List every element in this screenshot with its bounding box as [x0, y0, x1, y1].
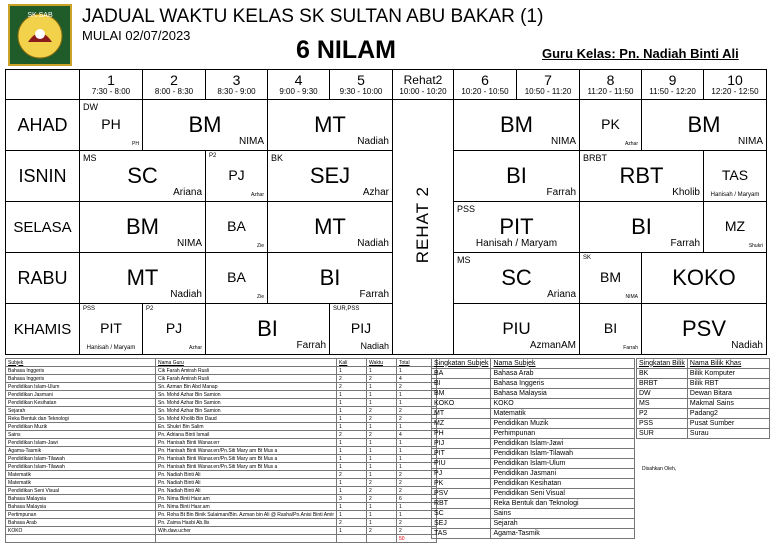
table-cell: Matematik — [491, 409, 635, 419]
period-header: 10 12:20 - 12:50 — [704, 70, 767, 100]
table-cell: 1 — [367, 503, 397, 511]
table-row — [6, 375, 437, 383]
table-cell: 1 — [367, 511, 397, 519]
lesson-cell: PSS PIT Hanisah / Maryam — [80, 304, 143, 355]
period-header: 2 8:00 - 8:30 — [143, 70, 206, 100]
table-cell: Pn. Hanisah Binti Wanar.err/Pn.Siti Mary am Bt Mus a — [156, 447, 337, 455]
table-cell: Pn. Hanisah Binti Wanar.err/Pn.Siti Mary am Bt Mus a — [156, 455, 337, 463]
lesson-cell: BI Farrah — [206, 304, 330, 355]
lesson-cell: PSV Nadiah — [642, 304, 767, 355]
table-row — [6, 439, 437, 447]
table-cell: 2 — [397, 487, 437, 495]
period-header: 8 11:20 - 11:50 — [580, 70, 642, 100]
table-cell: Pendidikan Islam-Tilawah — [6, 455, 156, 463]
table-row — [637, 369, 770, 379]
table-cell: Cik Farah Amirah Rusli — [156, 375, 337, 383]
day-row-isnin — [6, 151, 767, 202]
lesson-cell: P2 PJ Azhar — [143, 304, 206, 355]
table-cell: Agama-Tasmik — [491, 529, 635, 539]
table-cell: Pendidikan Islam-Ulum — [6, 383, 156, 391]
table-cell: Padang2 — [687, 409, 769, 419]
table-cell: SEJ — [432, 519, 491, 529]
lesson-cell: P2 PJ Azhar — [206, 151, 268, 202]
table-cell: Pusat Sumber — [687, 419, 769, 429]
table-cell: 1 — [337, 407, 367, 415]
table-cell: Sains — [6, 431, 156, 439]
table-row — [637, 419, 770, 429]
day-row-ahad — [6, 100, 767, 151]
lesson-cell: MS SC Ariana — [80, 151, 206, 202]
table-cell: 2 — [337, 471, 367, 479]
grand-total: 50 — [397, 535, 437, 543]
table-row — [432, 529, 635, 539]
table-cell: 1 — [337, 367, 367, 375]
table-cell: Pertimpunan — [6, 511, 156, 519]
table-row — [6, 391, 437, 399]
timetable-grid — [5, 69, 767, 355]
lesson-cell: DW PH PH — [80, 100, 143, 151]
table-row — [432, 489, 635, 499]
table-cell: MT — [432, 409, 491, 419]
table-header-row — [432, 359, 635, 369]
table-cell: Pn. Nima Binti Hasr.am — [156, 503, 337, 511]
table-cell: 2 — [367, 407, 397, 415]
table-row — [6, 495, 437, 503]
table-cell: Sn. Mohd Azhar Bin Samion — [156, 407, 337, 415]
lesson-cell: BI Farrah — [580, 202, 704, 253]
table-cell: Bahasa Inggeris — [6, 375, 156, 383]
table-row — [432, 519, 635, 529]
table-cell: TAS — [432, 529, 491, 539]
table-cell: 1 — [397, 423, 437, 431]
lesson-cell: BRBT RBT Kholib — [580, 151, 704, 202]
lesson-cell: MT Nadiah — [268, 100, 393, 151]
table-cell: PIU — [432, 459, 491, 469]
table-cell: 1 — [337, 527, 367, 535]
table-cell: 1 — [337, 511, 367, 519]
table-cell: 2 — [367, 487, 397, 495]
day-label: KHAMIS — [6, 304, 80, 355]
table-cell: Bahasa Arab — [491, 369, 635, 379]
table-cell: 2 — [367, 375, 397, 383]
table-cell: Sains — [491, 509, 635, 519]
table-cell: KOKO — [432, 399, 491, 409]
table-row — [637, 409, 770, 419]
lesson-cell: BI Farrah — [268, 253, 393, 304]
column-header: Nama Subjek — [491, 359, 635, 369]
table-cell: 1 — [337, 399, 367, 407]
table-row — [6, 367, 437, 375]
school-logo — [8, 4, 72, 66]
table-cell: Sn. Mohd Azhar Bin Samion — [156, 399, 337, 407]
table-cell: 1 — [337, 423, 367, 431]
table-row — [6, 455, 437, 463]
table-cell: PJ — [432, 469, 491, 479]
table-header-row — [637, 359, 770, 369]
lesson-cell: BA Zie — [206, 253, 268, 304]
table-row — [432, 419, 635, 429]
table-cell: Pn. Hanisah Binti Wanar.err — [156, 439, 337, 447]
day-label: ISNIN — [6, 151, 80, 202]
signature-label: Disahkan Oleh, — [642, 466, 677, 472]
table-row — [432, 399, 635, 409]
lesson-cell: SUR,PSS PIJ Nadiah — [330, 304, 393, 355]
table-cell: Sejarah — [491, 519, 635, 529]
table-cell: Wih.daw.ucher — [156, 527, 337, 535]
table-cell: Pendidikan Islam-Jawi — [6, 439, 156, 447]
table-cell — [337, 535, 367, 543]
column-header: Singkatan Bilik — [637, 359, 688, 369]
table-cell: RBT — [432, 499, 491, 509]
column-header: Nama Guru — [156, 359, 337, 367]
table-row — [6, 383, 437, 391]
table-cell: 1 — [337, 455, 367, 463]
period-header: 1 7:30 - 8:00 — [80, 70, 143, 100]
table-row — [6, 479, 437, 487]
table-header-row — [6, 359, 437, 367]
table-cell: 2 — [397, 479, 437, 487]
lesson-cell: PSS PIT Hanisah / Maryam — [454, 202, 580, 253]
table-cell: 2 — [367, 479, 397, 487]
table-row — [432, 509, 635, 519]
table-cell: SC — [432, 509, 491, 519]
period-header: 9 11:50 - 12:20 — [642, 70, 704, 100]
lesson-cell: BA Zie — [206, 202, 268, 253]
table-cell: PK — [432, 479, 491, 489]
period-header-row — [6, 70, 767, 100]
table-cell: 1 — [397, 455, 437, 463]
total-row — [6, 535, 437, 543]
table-cell: 1 — [367, 439, 397, 447]
lesson-cell: MT Nadiah — [80, 253, 206, 304]
column-header: Singkatan Subjek — [432, 359, 491, 369]
table-cell: 2 — [367, 495, 397, 503]
table-cell: 1 — [397, 463, 437, 471]
period-header: 6 10:20 - 10:50 — [454, 70, 517, 100]
class-teacher: Guru Kelas: Pn. Nadiah Binti Ali — [542, 46, 739, 61]
table-cell: 2 — [397, 407, 437, 415]
table-cell: Cik Farah Amirah Rusli — [156, 367, 337, 375]
table-cell — [6, 535, 156, 543]
table-cell: Pn. Adriana Binti Ismail — [156, 431, 337, 439]
table-cell: 2 — [397, 383, 437, 391]
table-cell: 1 — [367, 423, 397, 431]
table-cell: Pendidikan Muzik — [491, 419, 635, 429]
table-cell: 2 — [337, 375, 367, 383]
table-cell: Pn. Nadiah Binti Ali — [156, 487, 337, 495]
table-cell: Bahasa Malaysia — [491, 389, 635, 399]
table-row — [6, 527, 437, 535]
lesson-cell: MT Nadiah — [268, 202, 393, 253]
class-name: 6 NILAM — [296, 36, 396, 64]
lesson-cell: PIU AzmanAM — [454, 304, 580, 355]
day-label: SELASA — [6, 202, 80, 253]
period-header: 4 9:00 - 9:30 — [268, 70, 330, 100]
table-cell: DW — [637, 389, 688, 399]
table-row — [6, 415, 437, 423]
table-row — [432, 499, 635, 509]
table-cell: Sejarah — [6, 407, 156, 415]
table-cell: KOKO — [6, 527, 156, 535]
lesson-cell: MS SC Ariana — [454, 253, 580, 304]
table-cell: Bahasa Inggeris — [6, 367, 156, 375]
page-title: JADUAL WAKTU KELAS SK SULTAN ABU BAKAR (1) — [82, 6, 544, 27]
day-row-selasa — [6, 202, 767, 253]
table-row — [432, 389, 635, 399]
table-row — [6, 511, 437, 519]
table-cell: Sn. Mohd Azhar Bin Samion — [156, 391, 337, 399]
table-cell: Pendidikan Islam-Tilawah — [6, 463, 156, 471]
table-cell: 1 — [367, 471, 397, 479]
lesson-cell: PK Azhar — [580, 100, 642, 151]
table-cell: Pn. Roha Bt Bin Binik Sulaiman/Bin. Azman bin Ali @ Rasha/Pn.Anisi Binti Amir — [156, 511, 337, 519]
table-cell: 1 — [397, 447, 437, 455]
table-cell: BM — [432, 389, 491, 399]
table-cell: 3 — [337, 495, 367, 503]
table-cell: 2 — [367, 527, 397, 535]
lesson-cell: BM NIMA — [454, 100, 580, 151]
day-row-khamis — [6, 304, 767, 355]
table-row — [432, 449, 635, 459]
table-cell: Pendidikan Islam-Tilawah — [491, 449, 635, 459]
lesson-cell: SK BM NIMA — [580, 253, 642, 304]
table-cell: 2 — [367, 415, 397, 423]
subject-code-table — [431, 358, 635, 539]
day-label: AHAD — [6, 100, 80, 151]
table-cell: 2 — [397, 519, 437, 527]
table-cell: P2 — [637, 409, 688, 419]
lesson-cell: BM NIMA — [143, 100, 268, 151]
table-cell: 1 — [337, 479, 367, 487]
table-cell: Pn. Zaima Hasbi Ab.llis — [156, 519, 337, 527]
table-row — [6, 519, 437, 527]
table-cell: 2 — [337, 519, 367, 527]
lesson-cell: BI Farrah — [454, 151, 580, 202]
table-cell: PIT — [432, 449, 491, 459]
table-cell: Pendidikan Islam-Jawi — [491, 439, 635, 449]
lesson-cell: TAS Hanisah / Maryam — [704, 151, 767, 202]
table-row — [6, 463, 437, 471]
table-cell: BRBT — [637, 379, 688, 389]
lesson-cell: BK SEJ Azhar — [268, 151, 393, 202]
table-row — [6, 503, 437, 511]
column-header: Kali — [337, 359, 367, 367]
table-cell: Surau — [687, 429, 769, 439]
table-row — [432, 429, 635, 439]
lesson-cell: BM NIMA — [642, 100, 767, 151]
table-cell: 1 — [337, 487, 367, 495]
column-header: Total — [397, 359, 437, 367]
table-cell: MZ — [432, 419, 491, 429]
table-cell: 1 — [367, 399, 397, 407]
rehat-column: REHAT 2 — [393, 100, 454, 355]
table-cell: Pendidikan Seni Visual — [6, 487, 156, 495]
table-row — [637, 429, 770, 439]
table-cell: SUR — [637, 429, 688, 439]
table-cell: Pendidikan Jasmani — [491, 469, 635, 479]
table-cell: Bahasa Malaysia — [6, 503, 156, 511]
corner-cell — [6, 70, 80, 100]
table-cell: Matematik — [6, 479, 156, 487]
table-cell: 1 — [397, 439, 437, 447]
period-header: 5 9:30 - 10:00 — [330, 70, 393, 100]
table-cell: Pendidikan Muzik — [6, 423, 156, 431]
table-cell: Pendidikan Islam-Ulum — [491, 459, 635, 469]
table-row — [432, 479, 635, 489]
table-cell: 1 — [337, 439, 367, 447]
table-cell: 1 — [367, 463, 397, 471]
lesson-cell: BM NIMA — [80, 202, 206, 253]
table-cell: 2 — [337, 383, 367, 391]
table-row — [6, 487, 437, 495]
table-cell: 1 — [397, 399, 437, 407]
table-cell: Bahasa Arab — [6, 519, 156, 527]
table-cell: Matematik — [6, 471, 156, 479]
table-cell: Reka Bentuk dan Teknologi — [491, 499, 635, 509]
table-cell: Agama-Tasmik — [6, 447, 156, 455]
period-header: 3 8:30 - 9:00 — [206, 70, 268, 100]
period-header: Rehat2 10:00 - 10:20 — [393, 70, 454, 100]
table-row — [6, 399, 437, 407]
table-cell: Sn. Azman Bin Abd Manap — [156, 383, 337, 391]
table-row — [637, 399, 770, 409]
table-cell: BA — [432, 369, 491, 379]
table-cell: En. Shukri Bin Salim — [156, 423, 337, 431]
table-cell: Pn. Hanisah Binti Wanar.err/Pn.Siti Mary am Bt Mus a — [156, 463, 337, 471]
table-cell: 1 — [337, 503, 367, 511]
table-cell: PSV — [432, 489, 491, 499]
room-code-table — [636, 358, 770, 439]
table-cell: Bilik Komputer — [687, 369, 769, 379]
lesson-cell: BI Farrah — [580, 304, 642, 355]
table-row — [6, 447, 437, 455]
table-cell: 1 — [337, 415, 367, 423]
table-row — [432, 409, 635, 419]
table-row — [432, 369, 635, 379]
column-header: Waktu — [367, 359, 397, 367]
table-cell: 1 — [337, 391, 367, 399]
table-cell: Pn. Nima Binti Hasr.am — [156, 495, 337, 503]
table-cell: Makmal Sains — [687, 399, 769, 409]
table-row — [6, 407, 437, 415]
table-cell: 1 — [367, 367, 397, 375]
table-row — [6, 423, 437, 431]
column-header: Subjek — [6, 359, 156, 367]
column-header: Nama Bilik Khas — [687, 359, 769, 369]
lesson-cell: MZ Shukri — [704, 202, 767, 253]
table-cell: Sn. Mohd Kholib Bin Daud — [156, 415, 337, 423]
table-row — [432, 469, 635, 479]
table-cell: 1 — [397, 511, 437, 519]
table-cell: Pendidikan Jasmani — [6, 391, 156, 399]
table-row — [432, 459, 635, 469]
table-cell: Bahasa Malaysia — [6, 495, 156, 503]
table-cell: KOKO — [491, 399, 635, 409]
table-cell — [156, 535, 337, 543]
table-cell: BI — [432, 379, 491, 389]
table-row — [6, 471, 437, 479]
table-cell: 4 — [397, 431, 437, 439]
table-cell: Dewan Bitara — [687, 389, 769, 399]
table-cell: 1 — [397, 367, 437, 375]
day-row-rabu — [6, 253, 767, 304]
table-cell: 1 — [367, 519, 397, 527]
table-cell: Reka Bentuk dan Teknologi — [6, 415, 156, 423]
start-date: MULAI 02/07/2023 — [82, 28, 191, 43]
lesson-cell: KOKO — [642, 253, 767, 304]
subject-teacher-table — [5, 358, 437, 543]
table-cell: MS — [637, 399, 688, 409]
table-cell: 1 — [337, 447, 367, 455]
table-cell: 1 — [367, 383, 397, 391]
table-cell: Pendidikan Seni Visual — [491, 489, 635, 499]
table-cell: PSS — [637, 419, 688, 429]
table-cell: Perhimpunan — [491, 429, 635, 439]
day-label: RABU — [6, 253, 80, 304]
table-row — [637, 379, 770, 389]
table-cell: 4 — [397, 375, 437, 383]
table-cell: 6 — [397, 495, 437, 503]
table-cell: Bahasa Inggeris — [491, 379, 635, 389]
table-row — [637, 389, 770, 399]
table-cell: 2 — [397, 471, 437, 479]
table-cell: 1 — [367, 391, 397, 399]
table-row — [432, 379, 635, 389]
table-cell: 1 — [367, 447, 397, 455]
table-cell: Pendidikan Kesihatan — [491, 479, 635, 489]
table-cell — [367, 535, 397, 543]
table-cell: Pn. Nadiah Binti Ali — [156, 471, 337, 479]
table-cell: Pn. Nadiah Binti Ali — [156, 479, 337, 487]
table-cell: 2 — [367, 431, 397, 439]
table-cell: 2 — [397, 527, 437, 535]
table-cell: BK — [637, 369, 688, 379]
period-header: 7 10:50 - 11:20 — [517, 70, 580, 100]
table-row — [6, 431, 437, 439]
table-cell: 1 — [337, 463, 367, 471]
svg-text:SK SAB: SK SAB — [27, 12, 53, 19]
table-cell: 2 — [337, 431, 367, 439]
table-cell: 1 — [397, 391, 437, 399]
table-cell: PIJ — [432, 439, 491, 449]
table-cell: PH — [432, 429, 491, 439]
table-cell: Pendidikan Kesihatan — [6, 399, 156, 407]
table-cell: 2 — [397, 415, 437, 423]
table-cell: 1 — [367, 455, 397, 463]
table-cell: 1 — [397, 503, 437, 511]
table-cell: Bilik RBT — [687, 379, 769, 389]
table-row — [432, 439, 635, 449]
